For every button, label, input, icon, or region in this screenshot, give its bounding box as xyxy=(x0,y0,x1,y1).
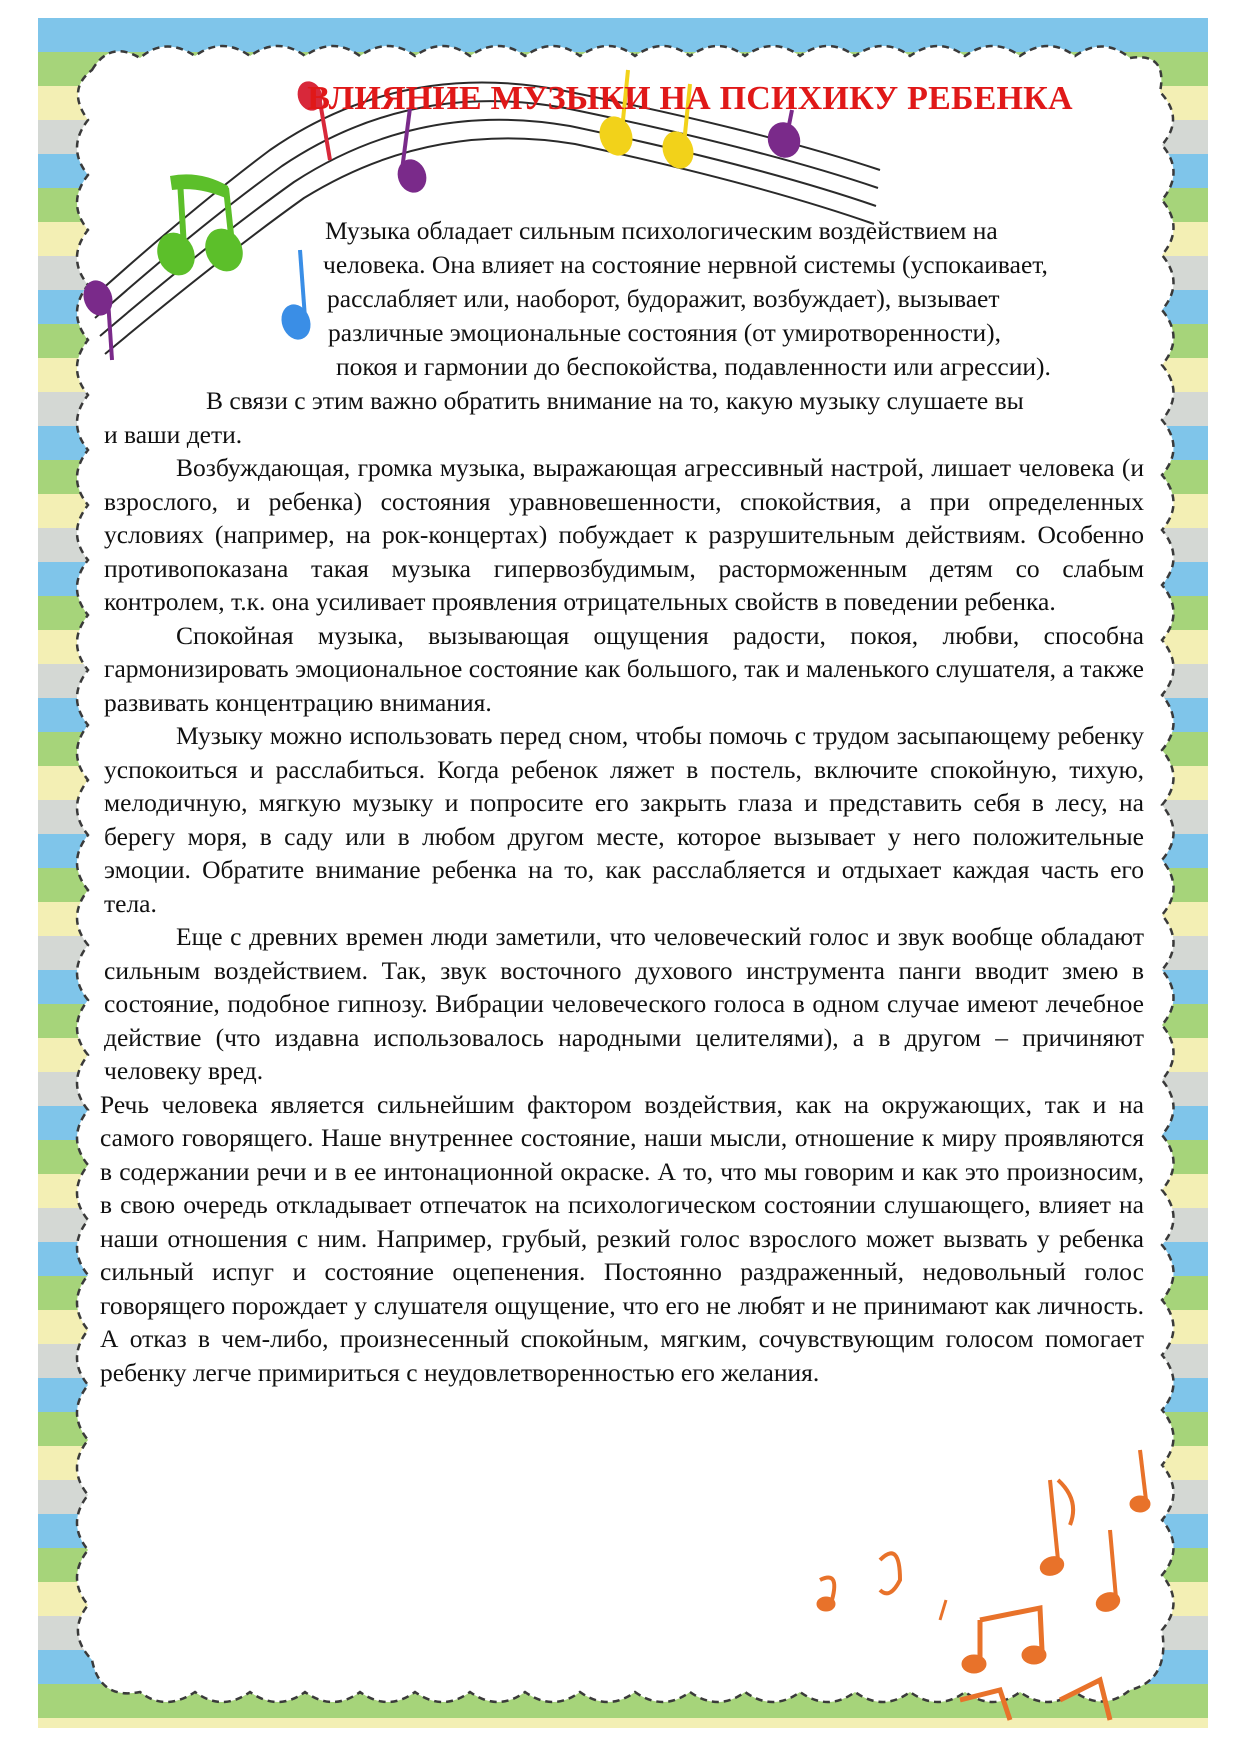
intro-line: Музыка обладает сильным психологическим воздействием на xyxy=(325,216,998,245)
paragraph-6: Речь человека является сильнейшим фактором воздействия, как на окружающих, так и на самого говорящего. Наше внутреннее состояние, наши мысли, отношение к миру проявляются в содержании речи и в ее интонационной окраске. А то, что мы говорим и как это произносим, в свою очередь откладывает отпечаток на психологическом состоянии слушающего, влияет на наши отношения с ним. Например, грубый, резкий голос взрослого может вызвать у ребенка сильный испуг и состояние оцепенения. Постоянно раздраженный, недовольный голос говорящего порождает у слушателя ощущение, что его не любят и не принимают как личность. А отказ в чем-либо, произнесенный спокойным, мягким, сочувствующим голосом помогает ребенку легче примириться с неудовлетворенностью его желания. xyxy=(100,1089,1144,1387)
paragraph-1-first-line: В связи с этим важно обратить внимание на то, какую музыку слушаете вы xyxy=(206,386,1024,415)
main-body xyxy=(100,384,1144,1389)
paragraph-5: Еще с древних времен люди заметили, что человеческий голос и звук вообще обладают сильным воздействием. Так, звук восточного духового инструмента панги вводит змею в состояние, подобное гипнозу. Вибрации человеческого голоса в одном случае имеют лечебное действие (что издавна использовалось народными целителями), а в другом – причиняют человеку вред. xyxy=(104,922,1144,1085)
intro-line: различные эмоциональные состояния (от умиротворенности), xyxy=(328,318,1001,347)
paragraph-3: Спокойная музыка, вызывающая ощущения радости, покоя, любви, способна гармонизировать эмоциональное состояние как большого, так и маленького слушателя, а также развивать концентрацию внимания. xyxy=(104,620,1144,717)
paragraph-2: Возбуждающая, громка музыка, выражающая агрессивный настрой, лишает человека (и взрослого, и ребенка) состояния уравновешенности, спокойствия, а при определенных условиях (например, на рок-концертах) побуждает к разрушительным действиям. Особенно противопоказана такая музыка гипервозбудимым, расторможенным детям со слабым контролем, т.к. она усиливает проявления отрицательных свойств в поведении ребенка. xyxy=(104,453,1144,616)
intro-line: человека. Она влияет на состояние нервной системы (успокаивает, xyxy=(323,250,1048,279)
intro-line: расслабляет или, наоборот, будоражит, возбуждает), вызывает xyxy=(327,284,1000,313)
paragraph-1-rest: и ваши дети. xyxy=(104,419,243,449)
page-title: ВЛИЯНИЕ МУЗЫКИ НА ПСИХИКУ РЕБЕНКА xyxy=(307,80,1073,117)
paragraph-4: Музыку можно использовать перед сном, чтобы помочь с трудом засыпающему ребенку успокоиться и расслабиться. Когда ребенок ляжет в постель, включите спокойную, тихую, мелодичную, мягкую музыку и попросите его закрыть глаза и представить себя в лесу, на берегу моря, в саду или в любом другом месте, которое вызывает у него положительные эмоции. Обратите внимание ребенка на то, как расслабляется и отдыхает каждая часть его тела. xyxy=(104,721,1144,918)
intro-line: покоя и гармонии до беспокойства, подавленности или агрессии). xyxy=(336,352,1051,381)
